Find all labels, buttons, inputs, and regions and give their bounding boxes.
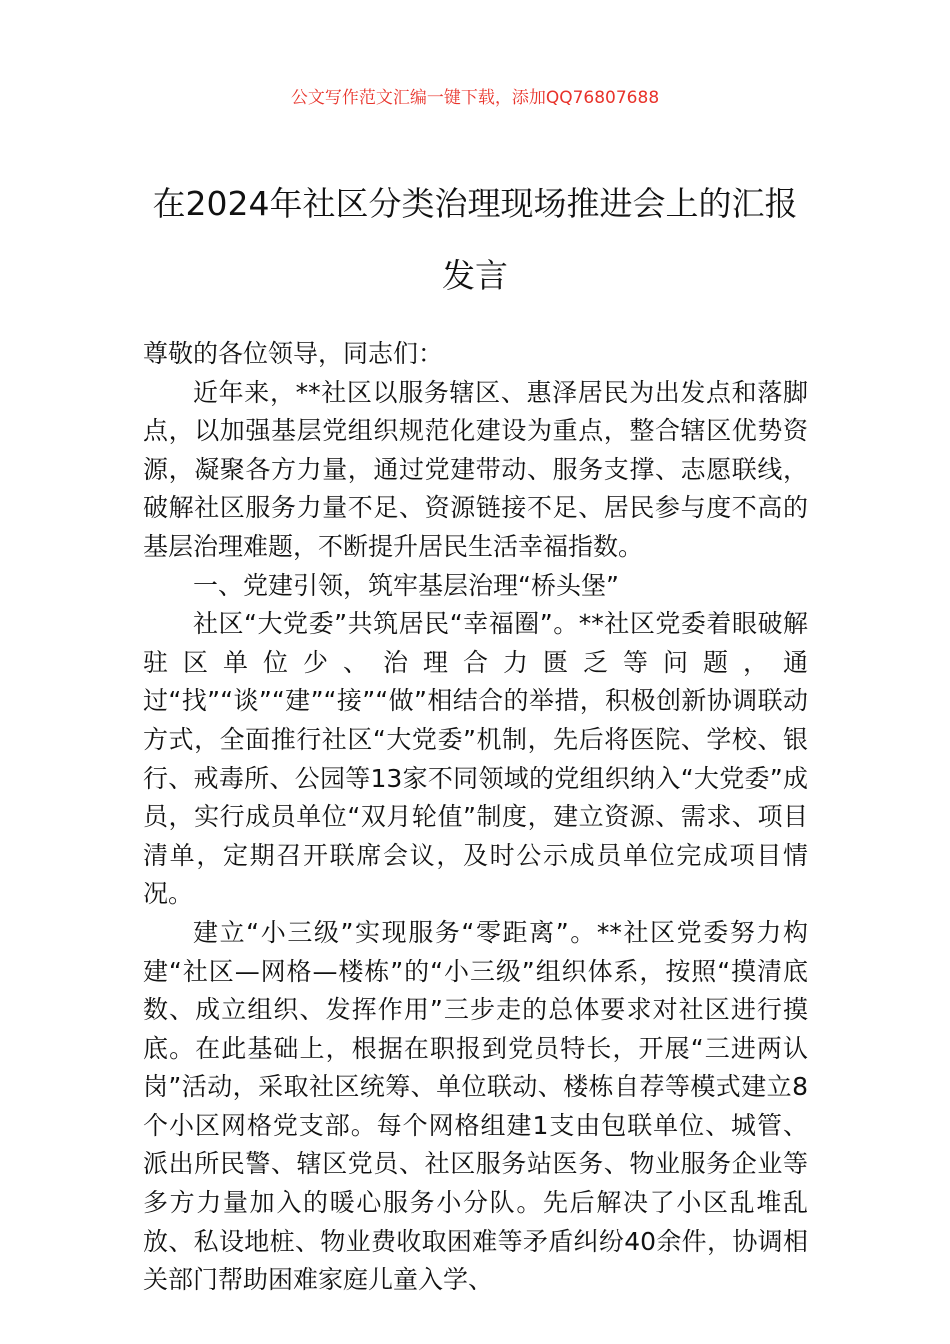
body-paragraph: 建立“小三级”实现服务“零距离”。**社区党委努力构建“社区—网格—楼栋”的“小三级”组织体系，按照“摸清底数、成立组织、发挥作用”三步走的总体要求对社区进行摸底。在此基础上，根据在职报到党员特长，开展“三进两认岗”活动，采取社区统筹、单位联动、楼栋自荐等模式建立8个小区网格党支部。每个网格组建1支由包联单位、城管、派出所民警、辖区党员、社区服务站医务、物业服务企业等多方力量加入的暖心服务小分队。先后解决了小区乱堆乱放、私设地桩、物业费收取困难等矛盾纠纷40余件，协调相关部门帮助困难家庭儿童入学、 bbox=[143, 917, 808, 1295]
document-title: 在2024年社区分类治理现场推进会上的汇报发言 bbox=[152, 184, 798, 295]
section-heading: 一、党建引领，筑牢基层治理“桥头堡” bbox=[193, 570, 619, 600]
document-body bbox=[143, 335, 808, 1300]
intro-paragraph: 近年来，**社区以服务辖区、惠泽居民为出发点和落脚点，以加强基层党组织规范化建设为重点，整合辖区优势资源，凝聚各方力量，通过党建带动、服务支撑、志愿联线，破解社区服务力量不足、资源链接不足、居民参与度不高的基层治理难题，不断提升居民生活幸福指数。 bbox=[143, 377, 808, 561]
download-banner: 公文写作范文汇编一键下载，添加QQ76807688 bbox=[290, 88, 660, 108]
salutation: 尊敬的各位领导，同志们： bbox=[143, 339, 444, 368]
body-paragraph: 社区“大党委”共筑居民“幸福圈”。**社区党委着眼破解驻区单位少、治理合力匮乏等问题，通过“找”“谈”“建”“接”“做”相结合的举措，积极创新协调联动方式，全面推行社区“大党委”机制，先后将医院、学校、银行、戒毒所、公园等13家不同领域的党组织纳入“大党委”成员，实行成员单位“双月轮值”制度，建立资源、需求、项目清单，定期召开联席会议，及时公示成员单位完成项目情况。 bbox=[143, 609, 808, 909]
